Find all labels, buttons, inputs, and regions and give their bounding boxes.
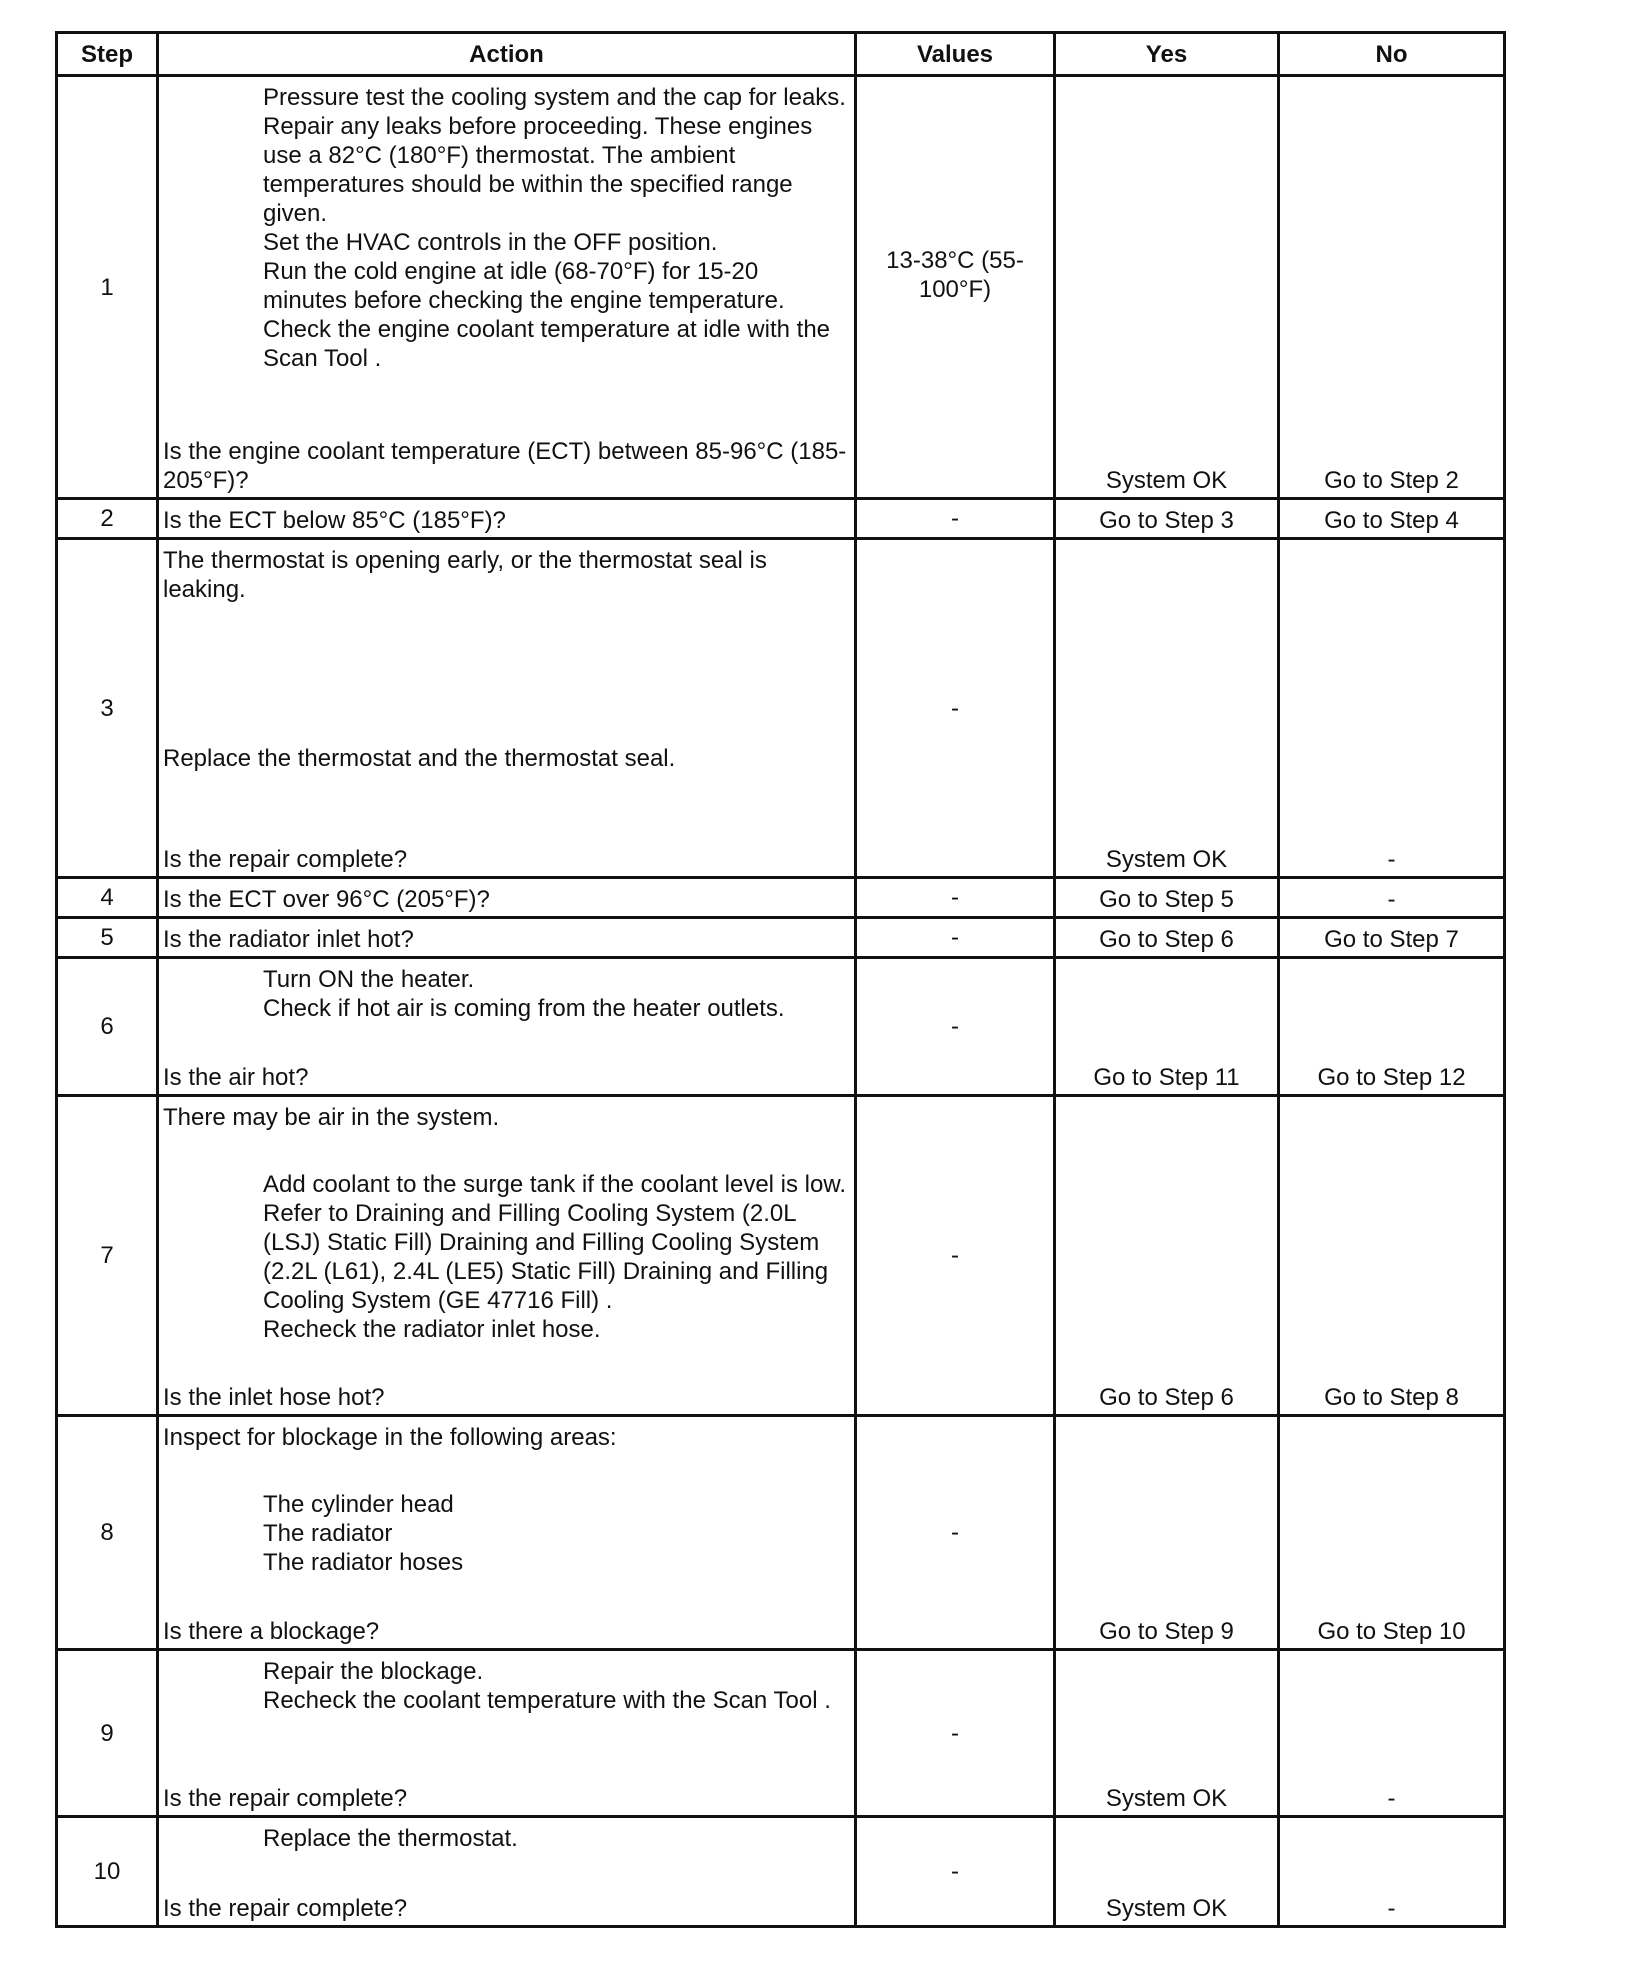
no-result: -: [1279, 878, 1505, 918]
table-row: [57, 1096, 1505, 1416]
values-cell: [856, 1650, 1055, 1817]
action-step: Repair the blockage.: [263, 1658, 484, 1685]
header-step: Step: [57, 33, 158, 76]
no-result: -: [1279, 539, 1505, 878]
values-text: -: [951, 505, 959, 532]
action-step: The radiator: [263, 1520, 393, 1547]
yes-result: Go to Step 3: [1055, 499, 1279, 539]
table-row: [57, 1416, 1505, 1650]
action-intro: Inspect for blockage in the following areas:: [163, 1424, 617, 1451]
yes-result: System OK: [1055, 76, 1279, 499]
action-cell: [158, 499, 856, 539]
action-step: The cylinder head: [263, 1491, 454, 1518]
header-values: Values: [856, 33, 1055, 76]
action-question: Is there a blockage?: [163, 1618, 380, 1645]
step-number: 7: [57, 1096, 158, 1416]
table-row: [57, 1817, 1505, 1927]
no-result: Go to Step 12: [1279, 958, 1505, 1096]
action-steps: [163, 965, 848, 1023]
values-text: -: [951, 1519, 959, 1546]
yes-result: Go to Step 6: [1055, 1096, 1279, 1416]
yes-result: Go to Step 6: [1055, 918, 1279, 958]
values-cell: [856, 878, 1055, 918]
step-number: 5: [57, 918, 158, 958]
action-step: Run the cold engine at idle (68-70°F) for 15-20 minutes before checking the engine temperature.: [263, 258, 785, 314]
action-step: Pressure test the cooling system and the cap for leaks.: [263, 84, 846, 111]
action-cell: [158, 958, 856, 1096]
action-question: Is the air hot?: [163, 1064, 309, 1091]
no-result: -: [1279, 1650, 1505, 1817]
action-cell: [158, 1416, 856, 1650]
step-number: 4: [57, 878, 158, 918]
action-instruction: Replace the thermostat and the thermostat seal.: [163, 745, 676, 772]
table-row: [57, 958, 1505, 1096]
step-number: 1: [57, 76, 158, 499]
action-cell: [158, 539, 856, 878]
action-step: Replace the thermostat.: [263, 1825, 518, 1852]
action-question: Is the repair complete?: [163, 1895, 408, 1922]
action-question: Is the engine coolant temperature (ECT) between 85-96°C (185-205°F)?: [163, 438, 847, 494]
values-text: -: [951, 924, 959, 951]
header-yes: Yes: [1055, 33, 1279, 76]
action-steps: [163, 83, 848, 373]
step-number: 8: [57, 1416, 158, 1650]
action-cell: [158, 76, 856, 499]
action-content: [163, 1423, 848, 1646]
values-text: -: [951, 884, 959, 911]
action-cell: [158, 1650, 856, 1817]
yes-result: System OK: [1055, 539, 1279, 878]
action-question: Is the repair complete?: [163, 846, 408, 873]
table-row: [57, 918, 1505, 958]
action-steps: [163, 1657, 848, 1715]
action-cell: [158, 1096, 856, 1416]
step-number: 9: [57, 1650, 158, 1817]
action-step: Check if hot air is coming from the heater outlets.: [263, 995, 785, 1022]
yes-result: Go to Step 11: [1055, 958, 1279, 1096]
values-text: -: [951, 694, 959, 722]
table-row: [57, 499, 1505, 539]
table-row: [57, 539, 1505, 878]
action-content: [163, 1824, 848, 1923]
action-cell: [158, 1817, 856, 1927]
action-cell: [158, 878, 856, 918]
action-content: [163, 1103, 848, 1412]
values-cell: [856, 1096, 1055, 1416]
no-result: Go to Step 8: [1279, 1096, 1505, 1416]
action-intro: There may be air in the system.: [163, 1104, 500, 1131]
values-cell: [856, 539, 1055, 878]
step-number: 3: [57, 539, 158, 878]
step-number: 10: [57, 1817, 158, 1927]
action-question: Is the repair complete?: [163, 1785, 408, 1812]
values-cell: [856, 76, 1055, 499]
action-step: Recheck the radiator inlet hose.: [263, 1316, 601, 1343]
values-text: 13-38°C (55-100°F): [886, 247, 1024, 303]
values-cell: [856, 918, 1055, 958]
action-step: Add coolant to the surge tank if the coolant level is low. Refer to Draining and Filling Cooling System (2.0L (LSJ) Static Fill) Draining and Filling Cooling System (2.2L (L61), 2.4L (LE5) Static Fill) Draining and Filling Cooling System (GE 47716 Fill) .: [263, 1171, 847, 1314]
action-step: Repair any leaks before proceeding. These engines use a 82°C (180°F) thermostat. The ambient temperatures should be within the specified range given.: [263, 113, 813, 227]
yes-result: System OK: [1055, 1817, 1279, 1927]
header-row: [57, 33, 1505, 76]
action-question: Is the ECT below 85°C (185°F)?: [163, 507, 506, 534]
values-text: -: [951, 1719, 959, 1747]
action-steps: [163, 1824, 848, 1853]
table-row: [57, 1650, 1505, 1817]
action-question: Is the ECT over 96°C (205°F)?: [163, 886, 490, 913]
values-cell: [856, 1416, 1055, 1650]
no-result: Go to Step 7: [1279, 918, 1505, 958]
diagnostic-table: [55, 31, 1506, 1928]
action-question: Is the radiator inlet hot?: [163, 926, 414, 953]
action-intro: The thermostat is opening early, or the thermostat seal is leaking.: [163, 547, 767, 603]
action-step: Check the engine coolant temperature at idle with the Scan Tool .: [263, 316, 831, 372]
action-step: Set the HVAC controls in the OFF position.: [263, 229, 718, 256]
action-step: Turn ON the heater.: [263, 966, 475, 993]
action-steps: [163, 1170, 848, 1344]
action-content: [163, 965, 848, 1092]
values-text: -: [951, 1242, 959, 1269]
header-no: No: [1279, 33, 1505, 76]
action-content: [163, 506, 848, 535]
no-result: -: [1279, 1817, 1505, 1927]
action-content: [163, 546, 848, 874]
action-step: Recheck the coolant temperature with the Scan Tool .: [263, 1687, 831, 1714]
action-content: [163, 885, 848, 914]
table-row: [57, 76, 1505, 499]
no-result: Go to Step 4: [1279, 499, 1505, 539]
values-cell: [856, 499, 1055, 539]
header-action: Action: [158, 33, 856, 76]
action-content: [163, 83, 848, 495]
values-cell: [856, 1817, 1055, 1927]
yes-result: Go to Step 5: [1055, 878, 1279, 918]
yes-result: System OK: [1055, 1650, 1279, 1817]
action-content: [163, 1657, 848, 1813]
values-text: -: [951, 1858, 959, 1885]
action-steps: [163, 1490, 848, 1577]
action-step: The radiator hoses: [263, 1549, 464, 1576]
action-cell: [158, 918, 856, 958]
step-number: 2: [57, 499, 158, 539]
no-result: Go to Step 2: [1279, 76, 1505, 499]
values-text: -: [951, 1013, 959, 1040]
action-content: [163, 925, 848, 954]
step-number: 6: [57, 958, 158, 1096]
action-question: Is the inlet hose hot?: [163, 1384, 385, 1411]
values-cell: [856, 958, 1055, 1096]
no-result: Go to Step 10: [1279, 1416, 1505, 1650]
yes-result: Go to Step 9: [1055, 1416, 1279, 1650]
table-row: [57, 878, 1505, 918]
